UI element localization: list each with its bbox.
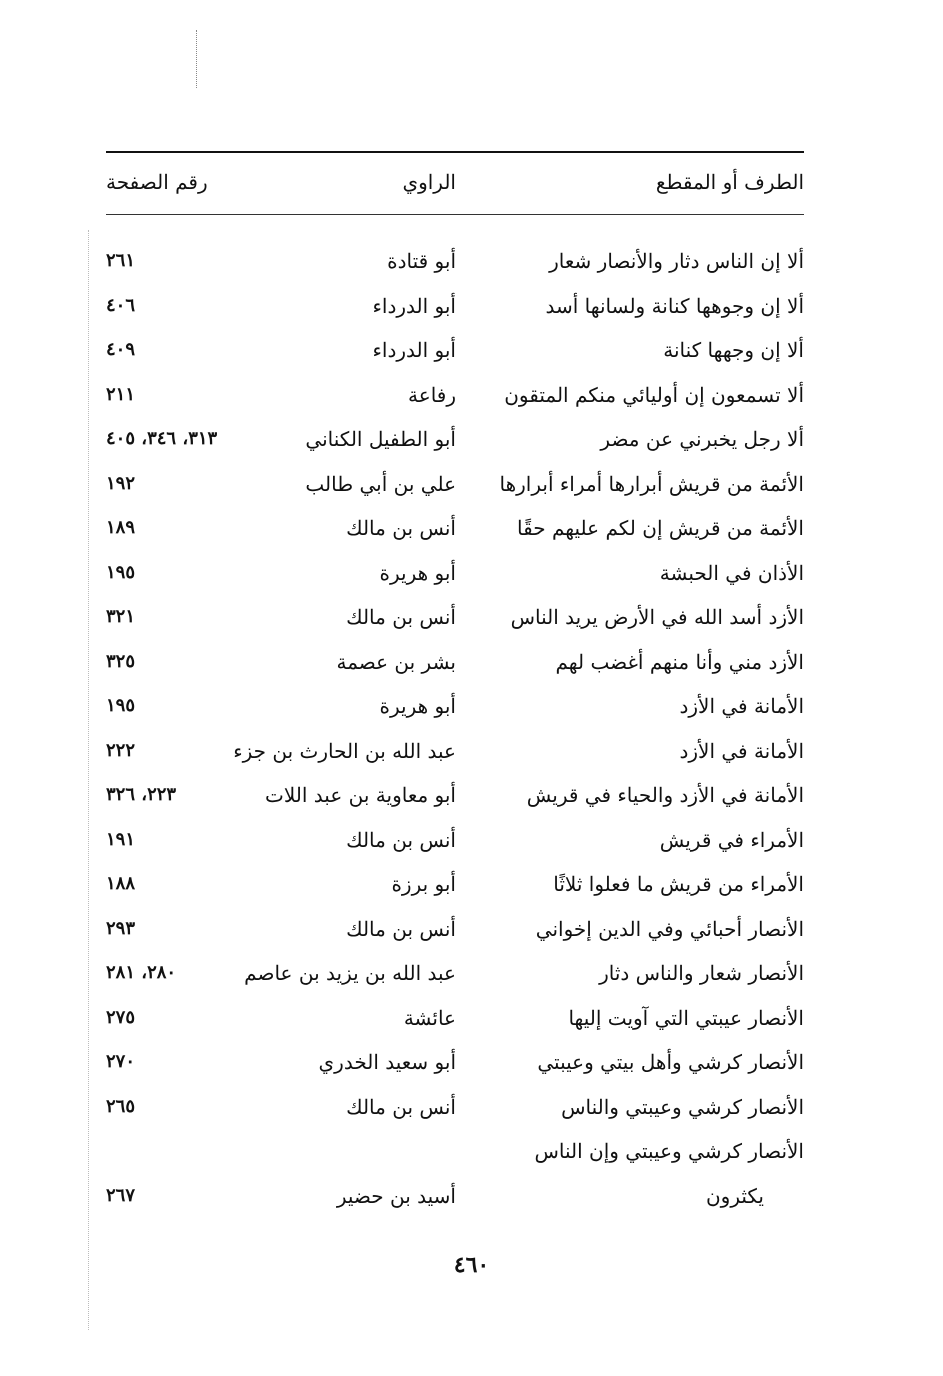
narrator-name: بشر بن عصمة xyxy=(336,649,456,674)
narrator-name: أبو الدرداء xyxy=(372,293,456,318)
table-row xyxy=(106,736,804,781)
table-row xyxy=(106,558,804,603)
table-row xyxy=(106,602,804,647)
page-refs: ١٩٢ xyxy=(106,472,136,494)
margin-artifact xyxy=(88,230,90,1330)
index-table xyxy=(106,246,804,1225)
table-row xyxy=(106,1047,804,1092)
page-refs: ٢٧٥ xyxy=(106,1006,136,1028)
narrator-name: أنس بن مالك xyxy=(346,916,456,941)
hadith-text: ألا إن الناس دثار والأنصار شعار xyxy=(549,249,804,273)
hadith-text: الأزد مني وأنا منهم أغضب لهم xyxy=(555,649,804,674)
table-row xyxy=(106,914,804,959)
page-refs: ٢٦١ xyxy=(106,250,136,271)
narrator-name: عبد الله بن الحارث بن جزء xyxy=(233,738,456,763)
narrator-name: أبو هريرة xyxy=(379,694,456,718)
hadith-text: الأنصار كرشي وعيبتي وإن الناس xyxy=(534,1139,804,1163)
top-rule xyxy=(106,151,804,153)
header-narrator-column: الراوي xyxy=(402,170,456,194)
header-page-column: رقم الصفحة xyxy=(106,170,208,194)
narrator-name: أنس بن مالك xyxy=(346,827,456,852)
narrator-name: عبد الله بن يزيد بن عاصم xyxy=(244,961,456,985)
narrator-name: عائشة xyxy=(403,1005,456,1030)
narrator-name: علي بن أبي طالب xyxy=(305,471,456,496)
hadith-text: الأذان في الحبشة xyxy=(659,560,804,585)
table-row xyxy=(106,424,804,469)
page-refs: ٤٠٩ xyxy=(106,339,136,360)
scan-artifact xyxy=(196,30,211,88)
hadith-text: الأمراء في قريش xyxy=(659,827,804,852)
table-row xyxy=(106,380,804,425)
page-refs: ٢٢٢ xyxy=(106,739,136,761)
page-refs: ٢٨٠، ٢٨١ xyxy=(106,962,177,983)
narrator-name: أبو برزة xyxy=(391,872,456,896)
page-refs: ٤٠٦ xyxy=(106,294,136,316)
narrator-name: رفاعة xyxy=(408,382,456,407)
hadith-text: يكثرون xyxy=(705,1183,764,1208)
page-refs: ٢١١ xyxy=(106,383,136,405)
table-row xyxy=(106,958,804,1003)
hadith-text: الأمانة في الأزد xyxy=(679,694,804,718)
page-refs: ١٩٥ xyxy=(106,561,136,583)
table-row xyxy=(106,647,804,692)
page-number: ٤٦٠ xyxy=(453,1252,490,1278)
hadith-text: الأمانة في الأزد xyxy=(679,738,804,763)
page-refs: ١٨٩ xyxy=(106,517,136,538)
page-refs: ٢٦٥ xyxy=(106,1095,136,1117)
page-refs: ٢٢٣، ٣٢٦ xyxy=(106,784,177,805)
page-refs: ٣١٣، ٣٤٦، ٤٠٥ xyxy=(106,428,218,449)
hadith-text: ألا رجل يخبرني عن مضر xyxy=(600,427,804,451)
table-row xyxy=(106,246,804,291)
hadith-text: الأمانة في الأزد والحياء في قريش xyxy=(526,783,804,807)
hadith-text: ألا إن وجوهها كنانة ولسانها أسد xyxy=(545,293,804,318)
table-header xyxy=(106,170,804,206)
narrator-name: أبو الدرداء xyxy=(372,338,456,362)
page-refs: ٣٢١ xyxy=(106,606,136,627)
hadith-text: الأنصار أحبائي وفي الدين إخواني xyxy=(535,916,804,941)
table-row xyxy=(106,469,804,514)
page-refs: ٢٧٠ xyxy=(106,1051,136,1072)
narrator-name: أنس بن مالك xyxy=(346,605,456,629)
hadith-text: الأزد أسد الله في الأرض يريد الناس xyxy=(510,605,804,629)
narrator-name: أبو معاوية بن عبد اللات xyxy=(265,783,456,807)
page-refs: ٣٢٥ xyxy=(106,650,136,672)
page-refs: ١٨٨ xyxy=(106,873,136,894)
table-row xyxy=(106,869,804,914)
hadith-text: ألا إن وجهها كنانة xyxy=(663,338,804,362)
table-row xyxy=(106,1181,804,1226)
table-row xyxy=(106,335,804,380)
header-rule xyxy=(106,214,804,215)
hadith-text: ألا تسمعون إن أوليائي منكم المتقون xyxy=(504,382,804,407)
page-refs: ١٩١ xyxy=(106,828,136,850)
hadith-text: الأنصار كرشي وعيبتي والناس xyxy=(561,1094,804,1119)
page-refs: ١٩٥ xyxy=(106,695,136,716)
page-refs: ٢٦٧ xyxy=(106,1184,136,1206)
table-row xyxy=(106,825,804,870)
table-row xyxy=(106,1003,804,1048)
hadith-text: الأئمة من قريش إن لكم عليهم حقًا xyxy=(517,516,804,540)
hadith-text: الأنصار كرشي وأهل بيتي وعيبتي xyxy=(537,1050,804,1074)
narrator-name: أنس بن مالك xyxy=(346,516,456,540)
narrator-name: أبو سعيد الخدري xyxy=(318,1050,456,1074)
narrator-name: أبو قتادة xyxy=(387,249,456,273)
table-row xyxy=(106,1092,804,1137)
hadith-text: الأنصار شعار والناس دثار xyxy=(599,961,804,985)
page-refs: ٢٩٣ xyxy=(106,917,136,939)
narrator-name: أسيد بن حضير xyxy=(336,1183,456,1208)
narrator-name: أبو هريرة xyxy=(379,560,456,585)
table-row xyxy=(106,691,804,736)
narrator-name: أبو الطفيل الكناني xyxy=(305,427,456,451)
header-text-column: الطرف أو المقطع xyxy=(655,170,804,194)
table-row xyxy=(106,513,804,558)
table-row xyxy=(106,1136,804,1181)
narrator-name: أنس بن مالك xyxy=(346,1094,456,1119)
hadith-text: الأمراء من قريش ما فعلوا ثلاثًا xyxy=(553,872,804,896)
hadith-text: الأئمة من قريش أبرارها أمراء أبرارها xyxy=(499,471,804,496)
hadith-text: الأنصار عيبتي التي آويت إليها xyxy=(568,1005,804,1030)
table-row xyxy=(106,291,804,336)
table-row xyxy=(106,780,804,825)
